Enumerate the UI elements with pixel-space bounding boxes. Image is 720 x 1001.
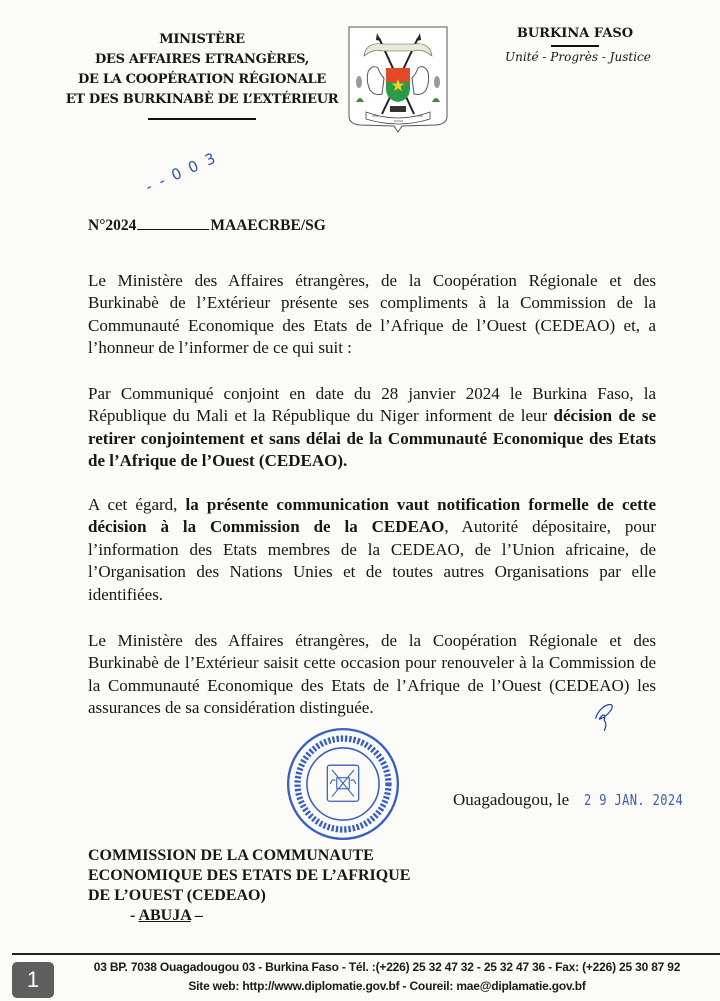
signature-place: Ouagadougou, le bbox=[453, 790, 570, 809]
ministry-underline bbox=[148, 118, 256, 120]
ministry-line: ET DES BURKINABÈ DE L’EXTÉRIEUR bbox=[65, 92, 339, 107]
recipient-line: ECONOMIQUE DES ETATS DE L’AFRIQUE bbox=[88, 867, 411, 884]
date-stamp: 2 9 JAN. 2024 bbox=[584, 791, 684, 809]
footer-divider bbox=[12, 953, 720, 955]
paragraph-intro: Le Ministère des Affaires étrangères, de la Coopération Régionale et des Burkinabè de l’Extérieur présente ses compliments à la Commission de la Communauté Economique des Etats de l’Afrique de l’Ouest (CEDEAO) et, a l’honneur de l’informer de ce qui suit : bbox=[88, 271, 656, 358]
paragraph-communique bbox=[88, 383, 656, 473]
country-name: BURKINA FASO bbox=[516, 26, 634, 41]
paragraph-notification-bold: la présente communication vaut notification formelle de cette décision à la Commission de la CEDEAO bbox=[88, 495, 657, 537]
paragraph-closing: Le Ministère des Affaires étrangères, de la Coopération Régionale et des Burkinabè de l’Extérieur saisit cette occasion pour renouveler à la Commission de la Communauté Economique des Etats de l’Afrique de l’Ouest (CEDEAO) les assurances de sa considération distinguée. bbox=[88, 631, 656, 718]
reference-prefix: N°2024 bbox=[88, 217, 137, 234]
ministry-line: DES AFFAIRES ETRANGÈRES, bbox=[94, 52, 309, 67]
recipient-line: DE L’OUEST (CEDEAO) bbox=[88, 887, 266, 904]
ministry-line: DE LA COOPÉRATION RÉGIONALE bbox=[78, 72, 326, 87]
country-header bbox=[505, 26, 651, 64]
paragraph-notification-end: , Autorité dépositaire, pour l’information des Etats membres de la CEDEAO, de l’Union africaine, de l’Organisation des Nations Unies et de toutes autres Organisations par elle identifiées. bbox=[88, 517, 656, 604]
recipient-line: COMMISSION DE LA COMMUNAUTE bbox=[88, 847, 374, 864]
coat-of-arms-icon bbox=[346, 24, 450, 134]
paragraph-notification bbox=[88, 494, 656, 606]
reference-suffix: MAAECRBE/SG bbox=[210, 217, 326, 234]
paragraph-notification-start: A cet égard, bbox=[88, 495, 186, 514]
reference-number bbox=[88, 216, 326, 236]
recipient-city-suffix: – bbox=[190, 907, 203, 924]
handwritten-initials-icon bbox=[592, 700, 618, 734]
recipient-city-prefix: - bbox=[130, 907, 139, 924]
official-seal bbox=[283, 726, 403, 842]
footer-web-email: Site web: http://www.diplomatie.gov.bf - Coureil: mae@diplamatie.gov.bf bbox=[188, 979, 586, 993]
ministry-line: MINISTÈRE bbox=[159, 32, 245, 47]
country-underline bbox=[551, 45, 599, 47]
reference-blank bbox=[137, 229, 209, 230]
reference-stamp: - - 0 0 3 bbox=[142, 148, 220, 196]
paragraph-communique-text: Par Communiqué conjoint en date du 28 janvier 2024 le Burkina Faso, la République du Mali et la République du Niger informent de leur bbox=[88, 384, 656, 426]
page-number-badge[interactable]: 1 bbox=[12, 962, 54, 998]
footer-address: 03 BP. 7038 Ouagadougou 03 - Burkina Faso - Tél. :(+226) 25 32 47 32 - 25 32 47 36 - Fax: (+226) 25 30 87 92 bbox=[93, 960, 681, 974]
country-motto: Unité - Progrès - Justice bbox=[505, 49, 651, 64]
ministry-header bbox=[62, 30, 342, 120]
recipient-city-name: ABUJA bbox=[138, 907, 191, 924]
footer-contact bbox=[62, 958, 712, 996]
recipient-city bbox=[88, 906, 410, 926]
paragraph-communique-decision: décision de se retirer conjointement et sans délai de la Communauté Economique des Etats de l’Afrique de l’Ouest (CEDEAO). bbox=[88, 406, 656, 471]
recipient-address bbox=[88, 846, 410, 926]
